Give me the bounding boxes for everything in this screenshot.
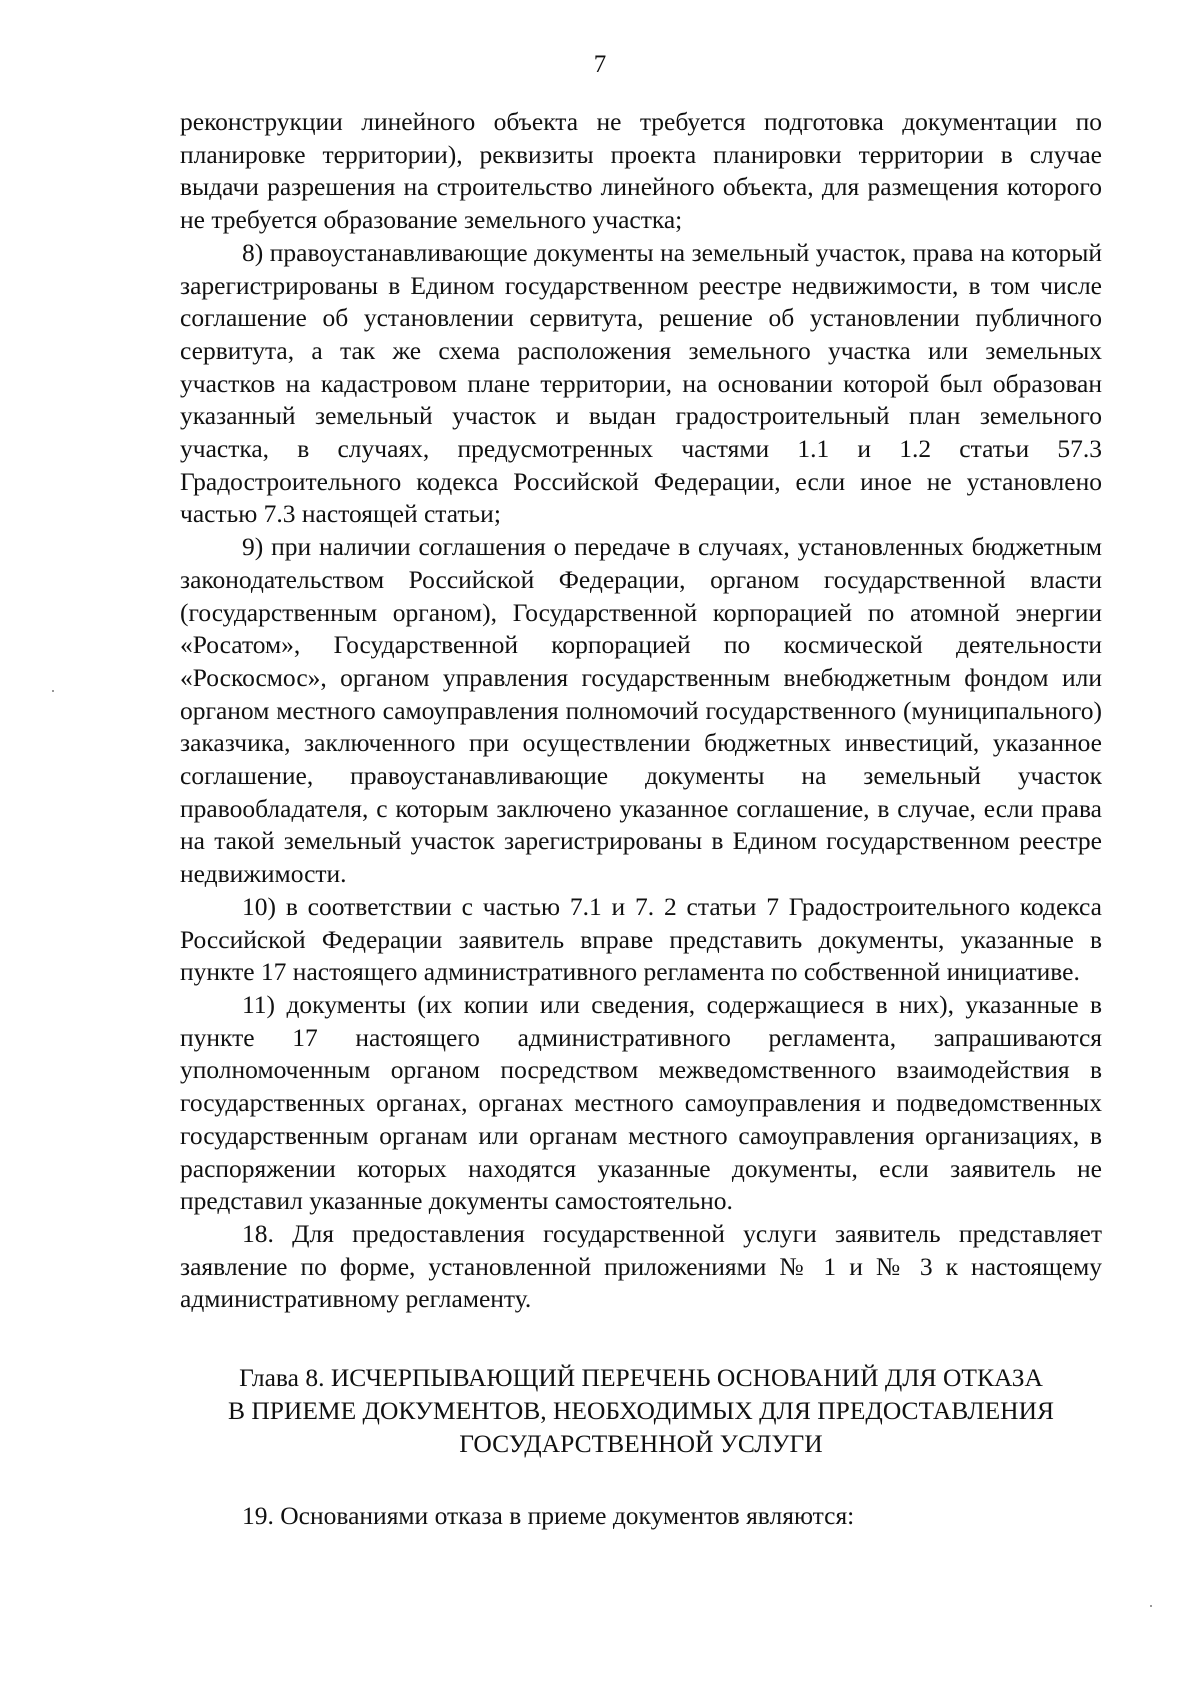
paragraph-item-9: 9) при наличии соглашения о передаче в случаях, установленных бюджетным законодательством Российской Федерации, органом государственной власти (государственным органом), Государственной корпорацией по атомной энергии «Росатом», Государственной корпорацией по космической деятельности «Роскосмос», органом управления государственным внебюджетным фондом или органом местного самоуправления полномочий государственного (муниципального) заказчика, заключенного при осуществлении бюджетных инвестиций, указанное соглашение, правоустанавливающие документы на земельный участок правообладателя, с которым заключено указанное соглашение, в случае, если права на такой земельный участок зарегистрированы в Едином государственном реестре недвижимости. (180, 532, 1102, 889)
paragraph-item-8: 8) правоустанавливающие документы на земельный участок, права на который зарегистрированы в Едином государственном реестре недвижимости, в том числе соглашение об установлении сервитута, решение об установлении публичного сервитута, а так же схема расположения земельного участка или земельных участков на кадастровом плане территории, на основании которой был образован указанный земельный участок и выдан градостроительный план земельного участка, в случаях, предусмотренных частями 1.1 и 1.2 статьи 57.3 Градостроительного кодекса Российской Федерации, если иное не установлено частью 7.3 настоящей статьи; (180, 237, 1102, 529)
paragraph-item-11: 11) документы (их копии или сведения, содержащиеся в них), указанные в пункте 17 настоящего административного регламента, запрашиваются уполномоченным органом посредством межведомственного взаимодействия в государственных органах, органах местного самоуправления и подведомственных государственным органам или органам местного самоуправления организациях, в распоряжении которых находятся указанные документы, если заявитель не представил указанные документы самостоятельно. (180, 989, 1102, 1216)
document-body (180, 106, 1102, 1533)
paragraph-19: 19. Основаниями отказа в приеме документов являются: (242, 1501, 855, 1531)
paragraph-item-10: 10) в соответствии с частью 7.1 и 7. 2 статьи 7 Градостроительного кодекса Российской Федерации заявитель вправе представить документы, указанные в пункте 17 настоящего административного регламента по собственной инициативе. (180, 891, 1102, 987)
chapter-heading-line-3: ГОСУДАРСТВЕННОЙ УСЛУГИ (459, 1429, 823, 1459)
chapter-heading-line-2: В ПРИЕМЕ ДОКУМЕНТОВ, НЕОБХОДИМЫХ ДЛЯ ПРЕДОСТАВЛЕНИЯ (227, 1396, 1055, 1426)
page-number: 7 (593, 51, 607, 78)
scan-speck (1150, 1605, 1152, 1607)
paragraph-18: 18. Для предоставления государственной услуги заявитель представляет заявление по форме, установленной приложениями № 1 и № 3 к настоящему административному регламенту. (180, 1218, 1102, 1314)
paragraph-continuation: реконструкции линейного объекта не требуется подготовка документации по планировке территории), реквизиты проекта планировки территории в случае выдачи разрешения на строительство линейного объекта, для размещения которого не требуется образование земельного участка; (180, 107, 1102, 235)
chapter-heading (180, 1361, 1102, 1460)
scan-speck (52, 690, 54, 692)
chapter-heading-line-1: Глава 8. ИСЧЕРПЫВАЮЩИЙ ПЕРЕЧЕНЬ ОСНОВАНИЙ ДЛЯ ОТКАЗА (239, 1363, 1043, 1393)
